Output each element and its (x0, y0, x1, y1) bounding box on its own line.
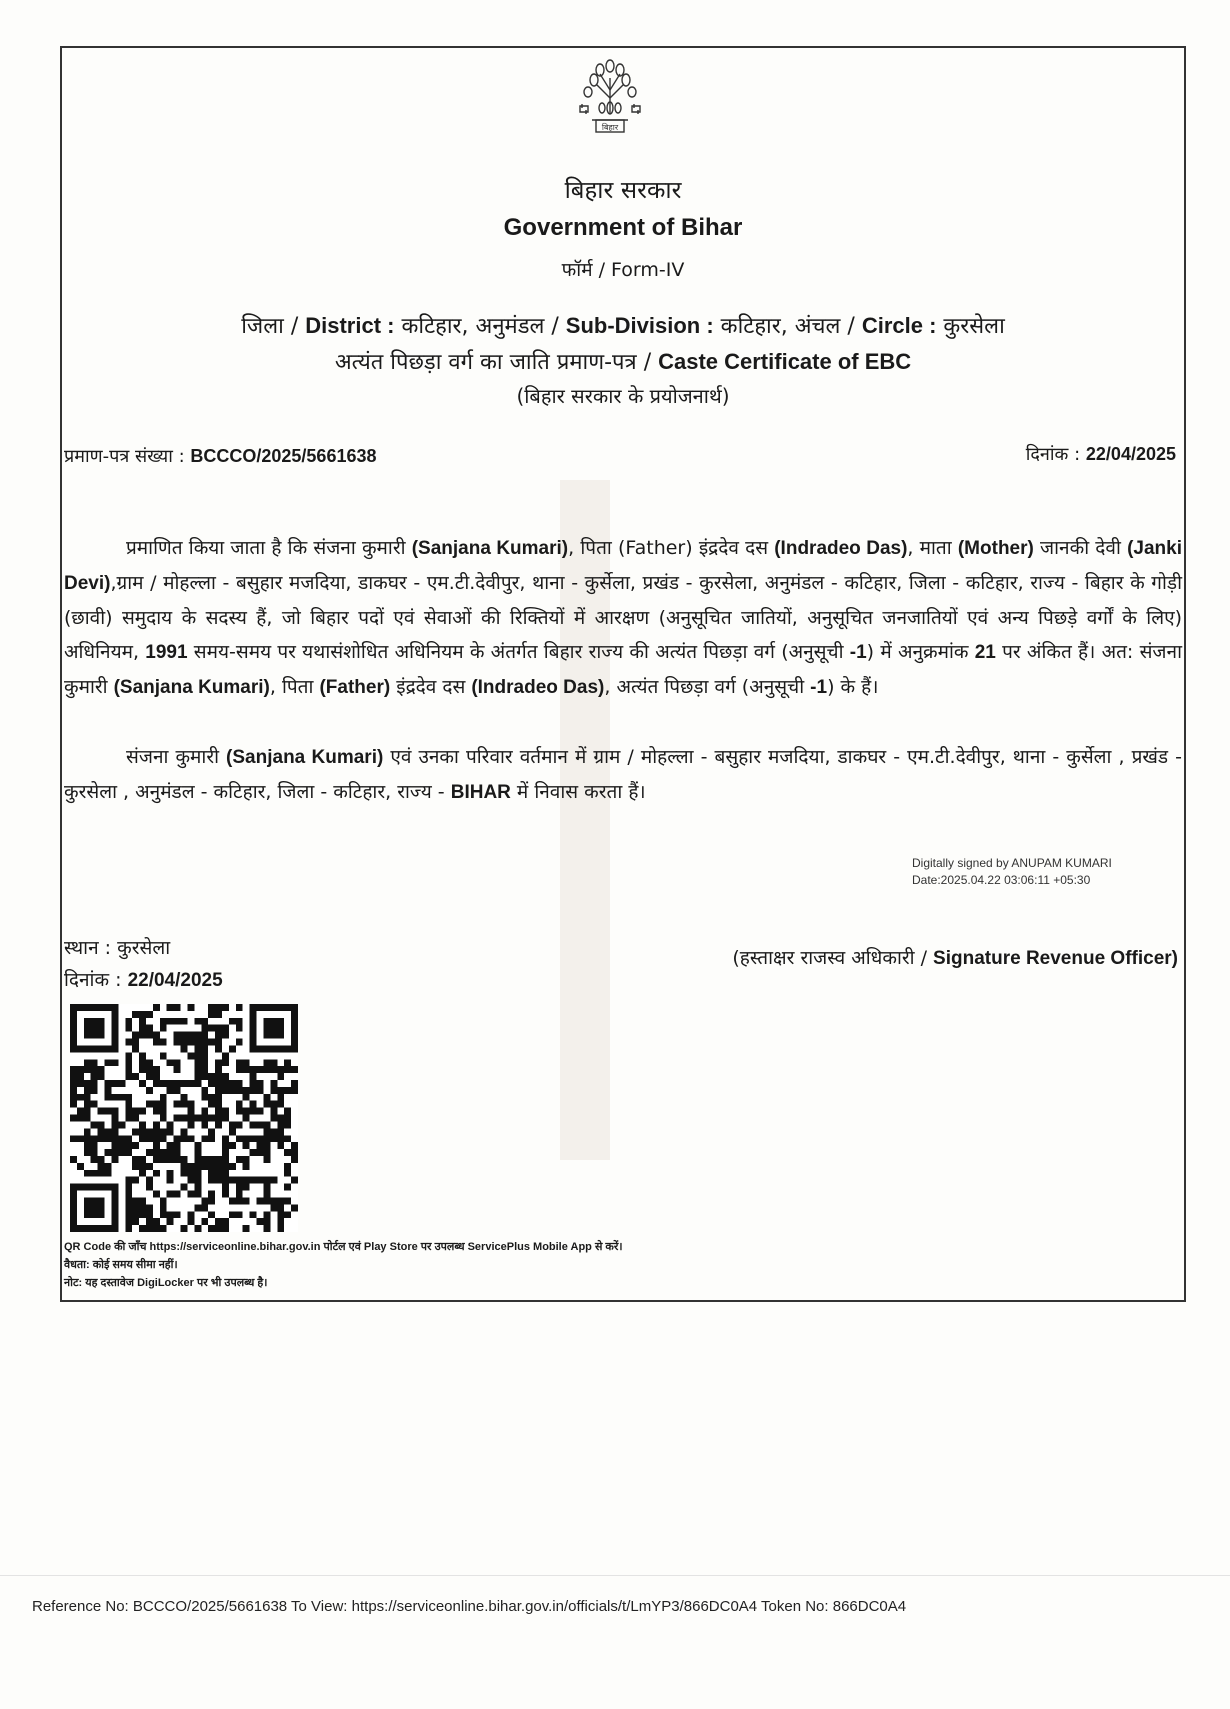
subdivision-value: कटिहार, अंचल / (713, 314, 862, 339)
residence-paragraph (64, 740, 1182, 810)
text: , पिता (Father) इंद्रदेव दस (568, 537, 775, 559)
qr-code-icon[interactable] (70, 1004, 298, 1232)
father-name-english: (Indradeo Das) (471, 677, 605, 698)
name-english: (Sanjana Kumari) (113, 677, 270, 698)
schedule-number: -1 (810, 677, 828, 698)
circle-label: Circle : (861, 313, 937, 338)
text: , अत्यंत पिछड़ा वर्ग (अनुसूची (604, 676, 811, 698)
digital-signature-signer: Digitally signed by ANUPAM KUMARI (912, 856, 1112, 870)
validity-note: वैधता: कोई समय सीमा नहीं। (64, 1259, 178, 1271)
circle-value: कुरसेला (936, 314, 1005, 339)
serial-number: 21 (974, 642, 996, 663)
certificate-date-label: दिनांक : (1025, 444, 1086, 465)
text: ,ग्राम / मोहल्ला - बसुहार मजदिया, डाकघर - एम.टी.देवीपुर, थाना - कुर्सेला, प्रखंड - कुरसेला, अनुमंडल - कटिहार, जिला - कटिहार, राज्य - बिहार के गोड़ी (छावी) समुदाय के सदस्य हैं, जो बिहार पदों एवं सेवाओं की रिक्तियों में आरक्षण (अनुसूचित जातियों, अनुसूचित जनजातियों एवं अन्य पिछड़े वर्गों के लिए) अधिनियम, (64, 572, 1182, 663)
name-english: (Sanjana Kumari) (226, 747, 384, 768)
signature-label-english: Signature Revenue Officer) (933, 948, 1178, 969)
hindi-government-title: बिहार सरकार (564, 176, 682, 204)
subdivision-label: Sub-Division : (565, 313, 714, 338)
qr-verify-note: QR Code की जाँच https://serviceonline.bihar.gov.in पोर्टल एवं Play Store पर उपलब्ध ServicePlus Mobile App से करें। (64, 1241, 623, 1253)
mother-label: (Mother) (957, 538, 1034, 559)
text: इंद्रदेव दस (390, 676, 472, 698)
certificate-number (64, 444, 377, 468)
text: , माता (907, 537, 958, 559)
issue-date (64, 964, 223, 997)
name-english: (Sanjana Kumari) (411, 538, 569, 559)
district-prefix: जिला / (241, 314, 306, 339)
district-label: District : (305, 313, 395, 338)
digital-signature (912, 855, 1112, 889)
signature-label (732, 944, 1178, 970)
schedule-number: -1 (849, 642, 867, 663)
bihar-emblem-icon (574, 58, 646, 150)
issue-date-label: दिनांक : (64, 969, 128, 991)
certificate-title-english: Caste Certificate of EBC (658, 349, 912, 374)
text: , पिता (269, 676, 320, 698)
district-line (60, 310, 1186, 340)
certificate-purpose: (बिहार सरकार के प्रयोजनार्थ) (516, 384, 730, 408)
place (64, 932, 223, 964)
place-value: कुरसेला (117, 937, 171, 959)
emblem-text: बिहार (601, 123, 619, 132)
certificate-title-hindi: अत्यंत पिछड़ा वर्ग का जाति प्रमाण-पत्र / (334, 350, 659, 375)
certificate-number-value: BCCCO/2025/5661638 (190, 446, 377, 466)
text: समय-समय पर यथासंशोधित अधिनियम के अंतर्गत बिहार राज्य की अत्यंत पिछड़ा वर्ग (अनुसूची (187, 641, 850, 663)
district-value: कटिहार, अनुमंडल / (394, 314, 566, 339)
place-date-block (64, 932, 223, 997)
certificate-number-label: प्रमाण-पत्र संख्या : (64, 446, 191, 467)
certificate-title (60, 346, 1186, 376)
certification-paragraph (64, 531, 1182, 705)
reference-footer: Reference No: BCCCO/2025/5661638 To View: https://serviceonline.bihar.gov.in/officials/t/LmYP3/866DC0A4 Token No: 866DC0A4 (32, 1598, 907, 1615)
certificate-date (1026, 442, 1176, 466)
place-label: स्थान : (64, 937, 118, 959)
state-name: BIHAR (450, 782, 511, 803)
text: एवं उनका परिवार वर्तमान में ग्राम / मोहल्ला - बसुहार मजदिया, डाकघर - एम.टी.देवीपुर, थाना - कुर्सेला , प्रखंड - कुरसेला , अनुमंडल - कटिहार, जिला - कटिहार, राज्य - (64, 746, 1182, 803)
father-name-english: (Indradeo Das) (774, 538, 908, 559)
text: संजना कुमारी (126, 746, 227, 768)
certificate-date-value: 22/04/2025 (1085, 444, 1176, 464)
text: जानकी देवी (1033, 537, 1128, 559)
certificate-notes (64, 1238, 623, 1292)
digilocker-note: नोट: यह दस्तावेज DigiLocker पर भी उपलब्ध है। (64, 1277, 268, 1289)
text: ) में अनुक्रमांक (866, 641, 975, 663)
act-year: 1991 (145, 642, 188, 663)
digital-signature-date: Date:2025.04.22 03:06:11 +05:30 (912, 873, 1091, 887)
text: पर अंकित हैं। अत: संजना कुमारी (64, 641, 1182, 698)
father-label: (Father) (319, 677, 391, 698)
form-number: फॉर्म / Form-IV (561, 259, 685, 281)
issue-date-value: 22/04/2025 (127, 970, 223, 991)
text: प्रमाणित किया जाता है कि संजना कुमारी (126, 537, 412, 559)
text: में निवास करता हैं। (510, 781, 646, 803)
english-government-title: Government of Bihar (503, 214, 743, 241)
footer-divider (0, 1575, 1230, 1576)
text: ) के हैं। (827, 676, 879, 698)
signature-label-hindi: (हस्ताक्षर राजस्व अधिकारी / (732, 947, 934, 969)
mother-name-english: (Janki Devi) (64, 538, 1182, 594)
